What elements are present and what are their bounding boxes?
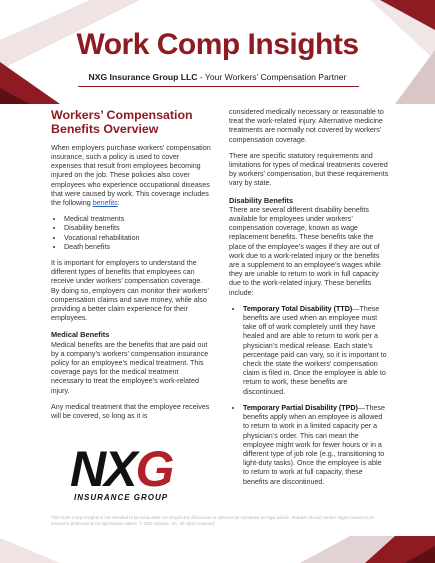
page-title: Work Comp Insights — [76, 28, 359, 61]
logo-letter-g: G — [135, 441, 173, 497]
intro-text: When employers purchase workers’ compensation insurance, such a policy is used to cover expenses that result from employees becoming injured on the job. These policies also cover employees who experience occupational diseases that were caused by work. This coverage includes the following — [51, 143, 211, 208]
ttd-text: —These benefits are used when an employee must take off of work completely until they have healed and are able to return to work per a physician’s medical release. Each state’s percentage paid can vary, so it is important to check the state the workers’ compensation claim is filed in. Once the employee is able to return to work, these benefits are discontinued. — [243, 304, 387, 396]
list-item: • Death benefits — [64, 243, 211, 252]
medical-paragraph-2: Any medical treatment that the employee receives will be covered, so long as it is — [51, 402, 210, 421]
benefits-link[interactable]: benefits — [92, 199, 118, 208]
header-divider — [78, 86, 359, 87]
disability-type-list — [229, 305, 389, 487]
list-item: • Medical treatments — [64, 215, 211, 224]
right-column — [229, 108, 389, 494]
statutory-paragraph: There are specific statutory requirements and limitations for types of medical treatments covered by workers’ compensation, but these requirements vary by state. — [229, 151, 389, 188]
article-heading: Workers’ Compensation Benefits Overview — [51, 108, 193, 137]
logo-letters-nx: NX — [70, 441, 136, 497]
header-tagline — [0, 72, 435, 82]
company-name: NXG Insurance Group LLC — [88, 72, 198, 82]
list-item-tpd — [243, 404, 389, 487]
logo-letters — [70, 443, 172, 495]
footer-disclaimer: This Work Comp Insights is not intended to be exhaustive nor should any discussion or opinions be construed as legal advice. Readers should contact legal counsel or an insurance professional for appropriate advice. © 2021 Zywave, Inc. All rights reserved. — [51, 515, 374, 526]
importance-paragraph: It is important for employers to understand the different types of benefits that employees can receive under workers’ compensation coverage. By doing so, employers can monitor their workers’ compensation claims and save money, while also providing a better claim experience for their employees. — [51, 259, 209, 323]
continued-paragraph: considered medically necessary or reasonable to treat the work-related injury. Alternative medicine treatments are normally not covered by workers’ compensation coverage. — [229, 108, 384, 144]
tagline-text: Your Workers’ Compensation Partner — [204, 72, 347, 82]
disability-paragraph: There are several different disability benefits available for employees under workers’ compensation coverage, known as wage replacement benefits. These benefits take the place of the employee’s wages if they are out of work due to a work-related injury or the benefits are a supplement to an employee’s wages while they are unable to return to work in full capacity due to the work-related injury. These benefits include: — [229, 205, 381, 297]
intro-end: : — [117, 199, 120, 208]
nxg-logo — [70, 443, 204, 507]
list-item: • Disability benefits — [64, 224, 211, 233]
left-column — [51, 108, 211, 428]
intro-paragraph — [51, 144, 211, 208]
tpd-title: Temporary Partial Disability (TPD) — [243, 403, 358, 412]
ttd-title: Temporary Total Disability (TTD) — [243, 304, 353, 313]
logo-subtext: INSURANCE GROUP — [74, 493, 169, 502]
benefit-list — [51, 215, 211, 252]
medical-benefits-heading: Medical Benefits — [51, 330, 110, 340]
medical-paragraph: Medical benefits are the benefits that are paid out by a company’s workers’ compensation insurance policy for an employee’s medical treatment. This coverage pays for the medical treatment necessary to treat the employee’s work-related injury. — [51, 340, 209, 395]
tpd-text: —These benefits apply when an employee is allowed to return to work in a limited capacity per a physician’s order. This can mean the employee might work for fewer hours or in a different type of job role (e.g., transitioning to light-duty tasks). Once the employee is able to return to work at full capacity, these benefits are discontinued. — [243, 403, 385, 486]
disability-benefits-heading: Disability Benefits — [229, 195, 294, 205]
tagline-separator: - — [197, 72, 205, 82]
list-item-ttd — [243, 305, 389, 397]
footer-decoration — [0, 528, 435, 563]
list-item: • Vocational rehabilitation — [64, 234, 211, 243]
